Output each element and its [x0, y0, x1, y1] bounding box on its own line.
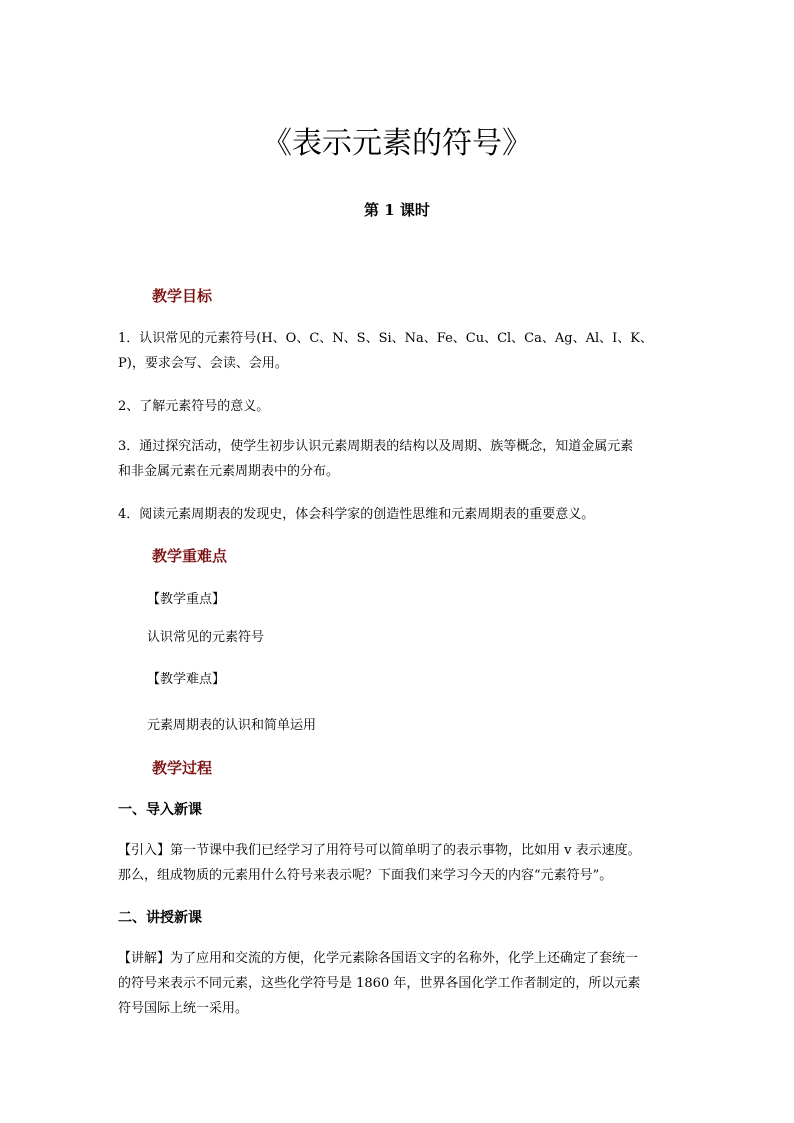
key-point-text: 认识常见的元素符号: [147, 630, 265, 645]
part2-paragraph: [118, 946, 688, 1021]
document-title: 《表示元素的符号》: [262, 126, 532, 161]
objective-4-line-1: 4．阅读元素周期表的发现史，体会科学家的创造性思维和元素周期表的重要意义。: [118, 507, 595, 522]
objective-1-line-2: P)，要求会写、会读、会用。: [118, 356, 288, 371]
objective-3: [118, 434, 688, 484]
objective-4: [118, 502, 688, 527]
key-points-heading: 教学重难点: [152, 547, 228, 565]
part2-heading: 二、讲授新课: [118, 910, 202, 926]
objective-1-line-1: 1．认识常见的元素符号(H、O、C、N、S、Si、Na、Fe、Cu、Cl、Ca、Ag、Al、I、K、: [118, 331, 653, 346]
part1-line-1: 【引入】第一节课中我们已经学习了用符号可以简单明了的表示事物，比如用 v 表示速度。: [118, 843, 641, 858]
part2-line-1: 【讲解】为了应用和交流的方便，化学元素除各国语文字的名称外，化学上还确定了套统一: [118, 951, 639, 966]
objective-3-line-2: 和非金属元素在元素周期表中的分布。: [118, 464, 340, 479]
difficult-point-text: 元素周期表的认识和简单运用: [147, 718, 317, 733]
part2-line-3: 符号国际上统一采用。: [118, 1001, 249, 1016]
difficult-point-label: 【教学难点】: [147, 672, 226, 687]
objective-2-line-1: 2、了解元素符号的意义。: [118, 399, 270, 414]
key-point-label: 【教学重点】: [147, 592, 226, 607]
part1-line-2: 那么，组成物质的元素用什么符号来表示呢？下面我们来学习今天的内容“元素符号”。: [118, 868, 613, 883]
objective-3-line-1: 3．通过探究活动，使学生初步认识元素周期表的结构以及周期、族等概念，知道金属元素: [118, 439, 634, 454]
lesson-period: 第 1 课时: [364, 201, 430, 219]
objective-1: [118, 326, 688, 376]
part1-paragraph: [118, 838, 688, 888]
objective-2: [118, 394, 688, 419]
part1-heading: 一、导入新课: [118, 802, 202, 818]
process-heading: 教学过程: [152, 759, 213, 777]
objectives-heading: 教学目标: [152, 287, 213, 305]
part2-line-2: 的符号来表示不同元素，这些化学符号是 1860 年，世界各国化学工作者制定的，所以元素: [118, 976, 641, 991]
